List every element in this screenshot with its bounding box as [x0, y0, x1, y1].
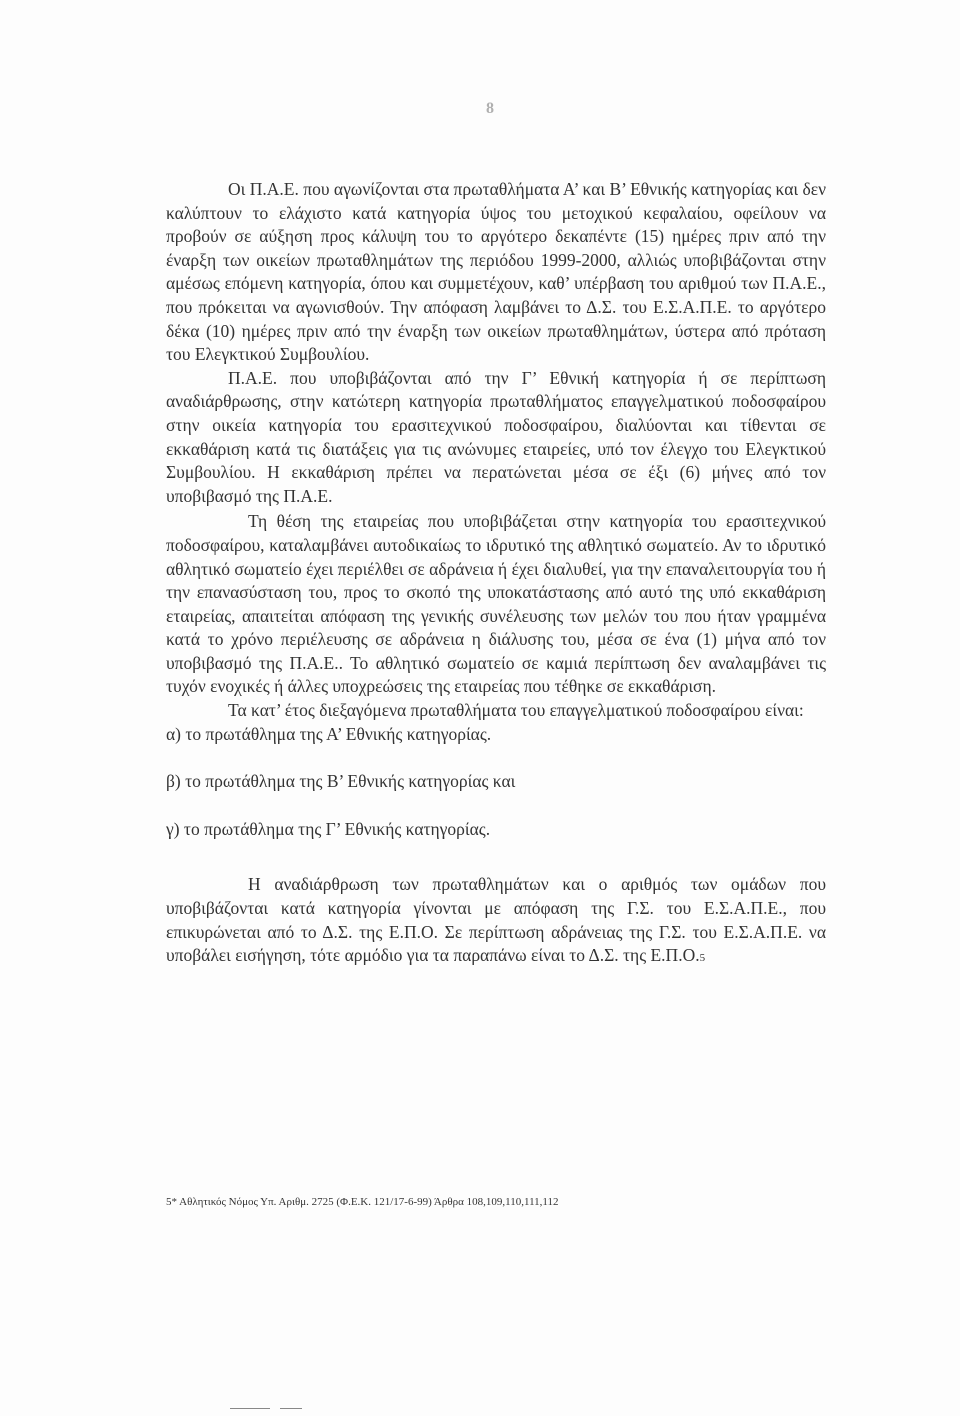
- footnote: 5* Αθλητικός Νόμος Υπ. Αριθμ. 2725 (Φ.Ε.Κ. 121/17-6-99) Άρθρα 108,109,110,111,112: [166, 1196, 559, 1208]
- paragraph-3: Τη θέση της εταιρείας που υποβιβάζεται στην κατηγορία του ερασιτεχνικού ποδοσφαίρου, καταλαμβάνει αυτοδικαίως το ιδρυτικό της αθλητικό σωματείο. Αν το ιδρυτικό αθλητικό σωματείο έχει περιέλθει σε αδράνεια ή έχει διαλυθεί, για την επαναλειτουργία του ή την επανασύσταση του, προς το σκοπό της υποκατάστασης από αυτό της υπό εκκαθάριση εταιρείας, απαιτείται απόφαση της γενικής συνέλευσης των μελών του που ήταν γραμμένα κατά το χρόνο περιέλευσης σε αδράνεια η διάλυσης του, μέσα σε ένα (1) μήνα από τον υποβιβασμό της Π.Α.Ε.. Το αθλητικό σωματείο σε καμιά περίπτωση δεν αναλαμβάνει τις τυχόν ενοχικές ή άλλες υποχρεώσεις της εταιρείας που τέθηκε σε εκκαθάριση.: [166, 511, 826, 697]
- list-item-c: γ) το πρωτάθλημα της Γ’ Εθνικής κατηγορίας.: [166, 818, 491, 839]
- paragraph-5-text: Η αναδιάρθρωση των πρωταθλημάτων και ο αριθμός των ομάδων που υποβιβάζονται κατά κατηγορία γίνονται με απόφαση της Γ.Σ. του Ε.Σ.Α.Π.Ε., που επικυρώνεται από το Δ.Σ. της Ε.Π.Ο. Σε περίπτωση αδράνειας της Γ.Σ. του Ε.Σ.Α.Π.Ε. να υποβάλει εισήγηση, τότε αρμόδιο για τα παραπάνω είναι το Δ.Σ. της Ε.Π.Ο.: [166, 874, 826, 966]
- body-text: [166, 178, 826, 971]
- paragraph-5: [166, 873, 826, 970]
- list-item-b: β) το πρωτάθλημα της Β’ Εθνικής κατηγορίας και: [166, 771, 516, 792]
- paragraph-4: Τα κατ’ έτος διεξαγόμενα πρωταθλήματα του επαγγελματικού ποδοσφαίρου είναι:: [228, 700, 804, 721]
- bottom-rule: [230, 1408, 270, 1409]
- footnote-reference: 5: [699, 952, 706, 965]
- page-number: 8: [486, 100, 494, 117]
- bottom-rule-2: [280, 1408, 302, 1409]
- list-item-a: α) το πρωτάθλημα της Α’ Εθνικής κατηγορίας.: [166, 723, 492, 744]
- paragraph-2: Π.Α.Ε. που υποβιβάζονται από την Γ’ Εθνική κατηγορία ή σε περίπτωση αναδιάρθρωσης, στην κατώτερη κατηγορία πρωταθλήματος επαγγελματικού ποδοσφαίρου στην οικεία κατηγορία του ερασιτεχνικού ποδοσφαίρου, διαλύονται και τίθενται σε εκκαθάριση κατά τις διατάξεις για τις ανώνυμες εταιρείες, υπό τον έλεγχο του Ελεγκτικού Συμβουλίου. Η εκκαθάριση πρέπει να περατώνεται μέσα σε έξι (6) μήνες από τον υποβιβασμό της Π.Α.Ε.: [166, 367, 826, 506]
- paragraph-1: Οι Π.Α.Ε. που αγωνίζονται στα πρωταθλήματα Α’ και Β’ Εθνικής κατηγορίας και δεν καλύπτουν το ελάχιστο κατά κατηγορία ύψος του μετοχικού κεφαλαίου, οφείλουν να προβούν σε αύξηση προς κάλυψη του το αργότερο δεκαπέντε (15) ημέρες πριν από την έναρξη των οικείων πρωταθλημάτων της περιόδου 1999-2000, αλλιώς υποβιβάζονται στην αμέσως επόμενη κατηγορία, όπου και συμμετέχουν, καθ’ υπέρβαση του αριθμού των Π.Α.Ε., που πρόκειται να αγωνισθούν. Την απόφαση λαμβάνει το Δ.Σ. του Ε.Σ.Α.Π.Ε. το αργότερο δέκα (10) ημέρες πριν από την έναρξη των οικείων πρωταθλημάτων, ύστερα από πρόταση του Ελεγκτικού Συμβουλίου.: [166, 179, 826, 365]
